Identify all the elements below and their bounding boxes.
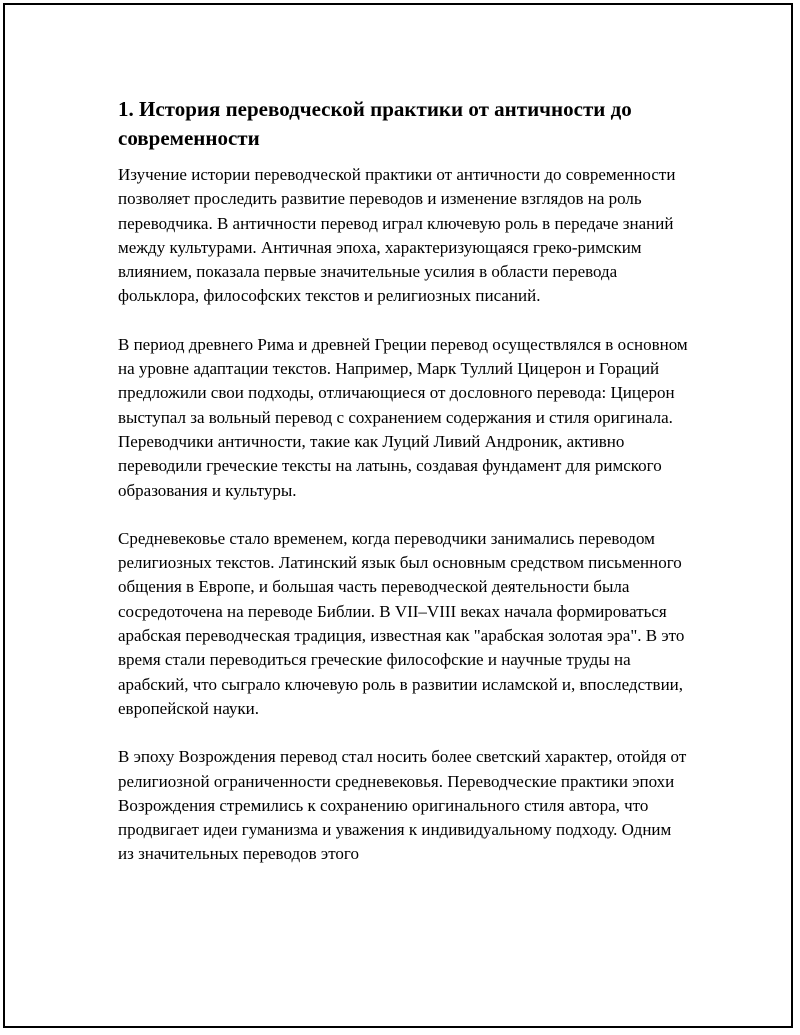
paragraph-antiquity-intro: Изучение истории переводческой практики от античности до современности позволяет проследить развитие переводов и изменение взглядов на роль переводчика. В античности перевод играл ключевую роль в передаче знаний между культурами. Античная эпоха, характеризующаяся греко-римским влиянием, показала первые значительные усилия в области перевода фольклора, философских текстов и религиозных писаний.	[118, 165, 676, 306]
paragraph-rome-greece: В период древнего Рима и древней Греции перевод осуществлялся в основном на уровне адаптации текстов. Например, Марк Туллий Цицерон и Гораций предложили свои подходы, отличающиеся от дословного перевода: Цицерон выступал за вольный перевод с сохранением содержания и стиля оригинала. Переводчики античности, такие как Луций Ливий Андроник, активно переводили греческие тексты на латынь, создавая фундамент для римского образования и культуры.	[118, 334, 688, 500]
document-body	[118, 95, 688, 891]
paragraph-renaissance: В эпоху Возрождения перевод стал носить более светский характер, отойдя от религиозной ограниченности средневековья. Переводческие практики эпохи Возрождения стремились к сохранению оригинального стиля автора, что продвигает идеи гуманизма и уважения к индивидуальному подходу. Одним из значительных переводов этого	[118, 747, 687, 864]
paragraph-middle-ages: Средневековье стало временем, когда переводчики занимались переводом религиозных текстов. Латинский язык был основным средством письменного общения в Европе, и большая часть переводческой деятельности была сосредоточена на переводе Библии. В VII–VIII веках начала формироваться арабская переводческая традиция, известная как "арабская золотая эра". В это время стали переводиться греческие философские и научные труды на арабский, что сыграло ключевую роль в развитии исламской и, впоследствии, европейской науки.	[118, 528, 685, 718]
section-heading: 1. История переводческой практики от античности до современности	[118, 97, 632, 150]
